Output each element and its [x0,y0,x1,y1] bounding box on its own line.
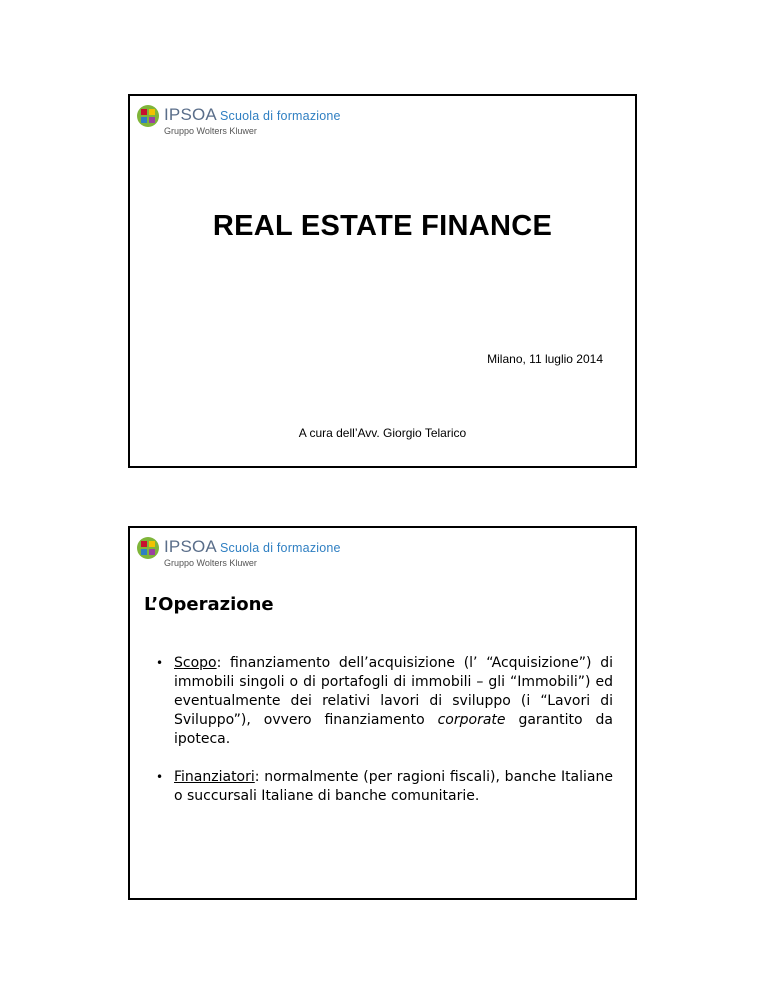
bullet-text: : normalmente (per ragioni fiscali), banche Italiane o succursali Italiane di banche comunitarie. [174,769,613,804]
ipsoa-logo [136,104,341,140]
bullet-term: Scopo [174,655,217,671]
bullet-list [156,654,613,806]
bullet-dot-icon: • [156,656,164,670]
logo-subline: Gruppo Wolters Kluwer [164,558,257,568]
logo-brand-text [164,537,341,557]
logo-brand-tagline: Scuola di formazione [219,541,341,555]
bullet-dot-icon: • [156,770,164,784]
logo-brand-name: IPSOA [164,537,217,556]
ipsoa-logo [136,536,341,572]
bullet-emphasis: corporate [437,712,506,728]
slide-date: Milano, 11 luglio 2014 [487,352,603,366]
ipsoa-mark-icon [136,104,160,128]
title-slide [128,94,637,468]
bullet-text-end: garantito da ipoteca. [174,712,613,747]
slide-title: REAL ESTATE FINANCE [212,210,553,242]
bullet-text: : finanziamento dell’acquisizione (l’ “Acquisizione”) di immobili singoli o di portafogli di immobili – gli “Immobili”) ed eventualmente dei relativi lavori di sviluppo (i “Lavori di Sviluppo”), ovvero finanziamento [174,655,613,728]
bullet-scopo [156,654,613,749]
bullet-finanziatori [156,768,613,806]
logo-subline: Gruppo Wolters Kluwer [164,126,257,136]
logo-brand-name: IPSOA [164,105,217,124]
bullet-term: Finanziatori [174,769,255,785]
ipsoa-mark-icon [136,536,160,560]
logo-brand-text [164,105,341,125]
slide-heading: L’Operazione [144,594,274,615]
slide-author: A cura dell’Avv. Giorgio Telarico [298,426,467,440]
content-slide [128,526,637,900]
logo-brand-tagline: Scuola di formazione [219,109,341,123]
